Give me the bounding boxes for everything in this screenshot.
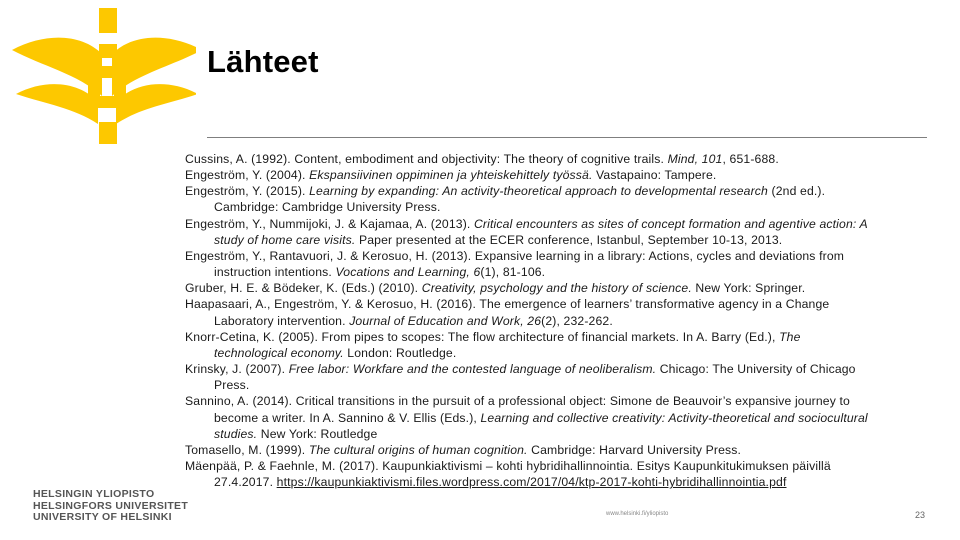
- page-title: Lähteet: [207, 44, 319, 79]
- reference-italic-text: Learning and collective creativity: Activity-theoretical and sociocultural studies.: [214, 410, 868, 441]
- reference-text: Mäenpää, P. & Faehnle, M. (2017). Kaupunkiaktivismi – kohti hybridihallinnointia. Esitys Kaupunkitukimuksen päivillä 27.4.2017.: [185, 458, 831, 490]
- university-wordmark: [33, 489, 188, 524]
- university-name-swedish: HELSINGFORS UNIVERSITET: [33, 499, 189, 512]
- reference-italic-text: Mind, 101: [667, 152, 723, 166]
- reference-item: [185, 183, 875, 215]
- reference-text: Haapasaari, A., Engeström, Y. & Kerosuo, H. (2016). The emergence of learners’ transformative agency in a Change Laboratory intervention.: [185, 297, 830, 328]
- reference-italic-text: The cultural origins of human cognition.: [308, 442, 528, 457]
- reference-italic-text: Creativity, psychology and the history of science.: [421, 281, 692, 296]
- reference-item: [185, 393, 875, 441]
- reference-text: Cussins, A. (1992). Content, embodiment and objectivity: The theory of cognitive trails.: [185, 152, 668, 166]
- reference-item: [185, 442, 875, 458]
- reference-item: [185, 458, 875, 490]
- reference-item: [185, 248, 875, 280]
- reference-text: New York: Springer.: [691, 281, 806, 296]
- reference-italic-text: Free labor: Workfare and the contested language of neoliberalism.: [288, 362, 657, 377]
- university-name-finnish: HELSINGIN YLIOPISTO: [33, 488, 155, 500]
- page-number: 23: [915, 510, 926, 520]
- reference-item: [185, 151, 875, 167]
- reference-italic-text: Vocations and Learning, 6: [335, 265, 481, 280]
- reference-italic-text: Learning by expanding: An activity-theoretical approach to developmental research: [309, 184, 768, 199]
- reference-item: [185, 216, 875, 248]
- reference-text: Gruber, H. E. & Bödeker, K. (Eds.) (2010).: [185, 281, 422, 296]
- reference-text: , 651-688.: [722, 152, 779, 166]
- reference-text: London: Routledge.: [343, 345, 457, 360]
- title-divider: [207, 137, 927, 138]
- reference-text: Tomasello, M. (1999).: [185, 442, 309, 457]
- reference-item: [185, 280, 875, 296]
- reference-text: New York: Routledge: [257, 426, 378, 441]
- reference-link[interactable]: https://kaupunkiaktivismi.files.wordpress.com/2017/04/ktp-2017-kohti-hybridihallinnointia.pdf: [276, 475, 787, 490]
- reference-text: (2), 232-262.: [541, 313, 613, 328]
- reference-text: (1), 81-106.: [480, 265, 546, 280]
- reference-text: Krinsky, J. (2007).: [185, 362, 289, 377]
- reference-italic-text: Critical encounters as sites of concept formation and agentive action: A study of home care visits.: [214, 216, 868, 247]
- reference-list: [185, 151, 875, 490]
- university-name-english: UNIVERSITY OF HELSINKI: [33, 511, 172, 524]
- reference-italic-text: The technological economy.: [214, 329, 801, 360]
- reference-text: Engeström, Y. (2015).: [185, 184, 310, 199]
- reference-item: [185, 361, 875, 393]
- university-flame-logo-icon: [6, 4, 196, 154]
- reference-item: [185, 167, 875, 183]
- reference-text: (2nd ed.). Cambridge: Cambridge University Press.: [214, 184, 826, 215]
- reference-italic-text: Ekspansiivinen oppiminen ja yhteiskehittely työssä.: [309, 168, 593, 183]
- reference-text: Vastapaino: Tampere.: [592, 168, 717, 183]
- reference-text: Paper presented at the ECER conference, Istanbul, September 10-13, 2013.: [355, 232, 783, 247]
- reference-text: Sannino, A. (2014). Critical transitions in the pursuit of a professional object: Simone de Beauvoir’s expansive journey to become a writer. In A. Sannino & V. Ellis (Eds.),: [185, 394, 850, 425]
- reference-italic-text: Journal of Education and Work, 26: [349, 313, 542, 328]
- footer-url: www.helsinki.fi/yliopisto: [606, 511, 669, 517]
- reference-item: [185, 329, 875, 361]
- reference-text: Chicago: The University of Chicago Press.: [214, 362, 856, 393]
- reference-text: Engeström, Y. (2004).: [185, 168, 310, 183]
- reference-text: Cambridge: Harvard University Press.: [527, 442, 742, 457]
- reference-text: Engeström, Y., Rantavuori, J. & Kerosuo, H. (2013). Expansive learning in a library: Actions, cycles and deviations from instruction intentions.: [185, 248, 845, 280]
- reference-item: [185, 296, 875, 328]
- reference-text: Knorr-Cetina, K. (2005). From pipes to scopes: The flow architecture of financial markets. In A. Barry (Ed.),: [185, 329, 780, 344]
- reference-text: Engeström, Y., Nummijoki, J. & Kajamaa, A. (2013).: [185, 216, 474, 231]
